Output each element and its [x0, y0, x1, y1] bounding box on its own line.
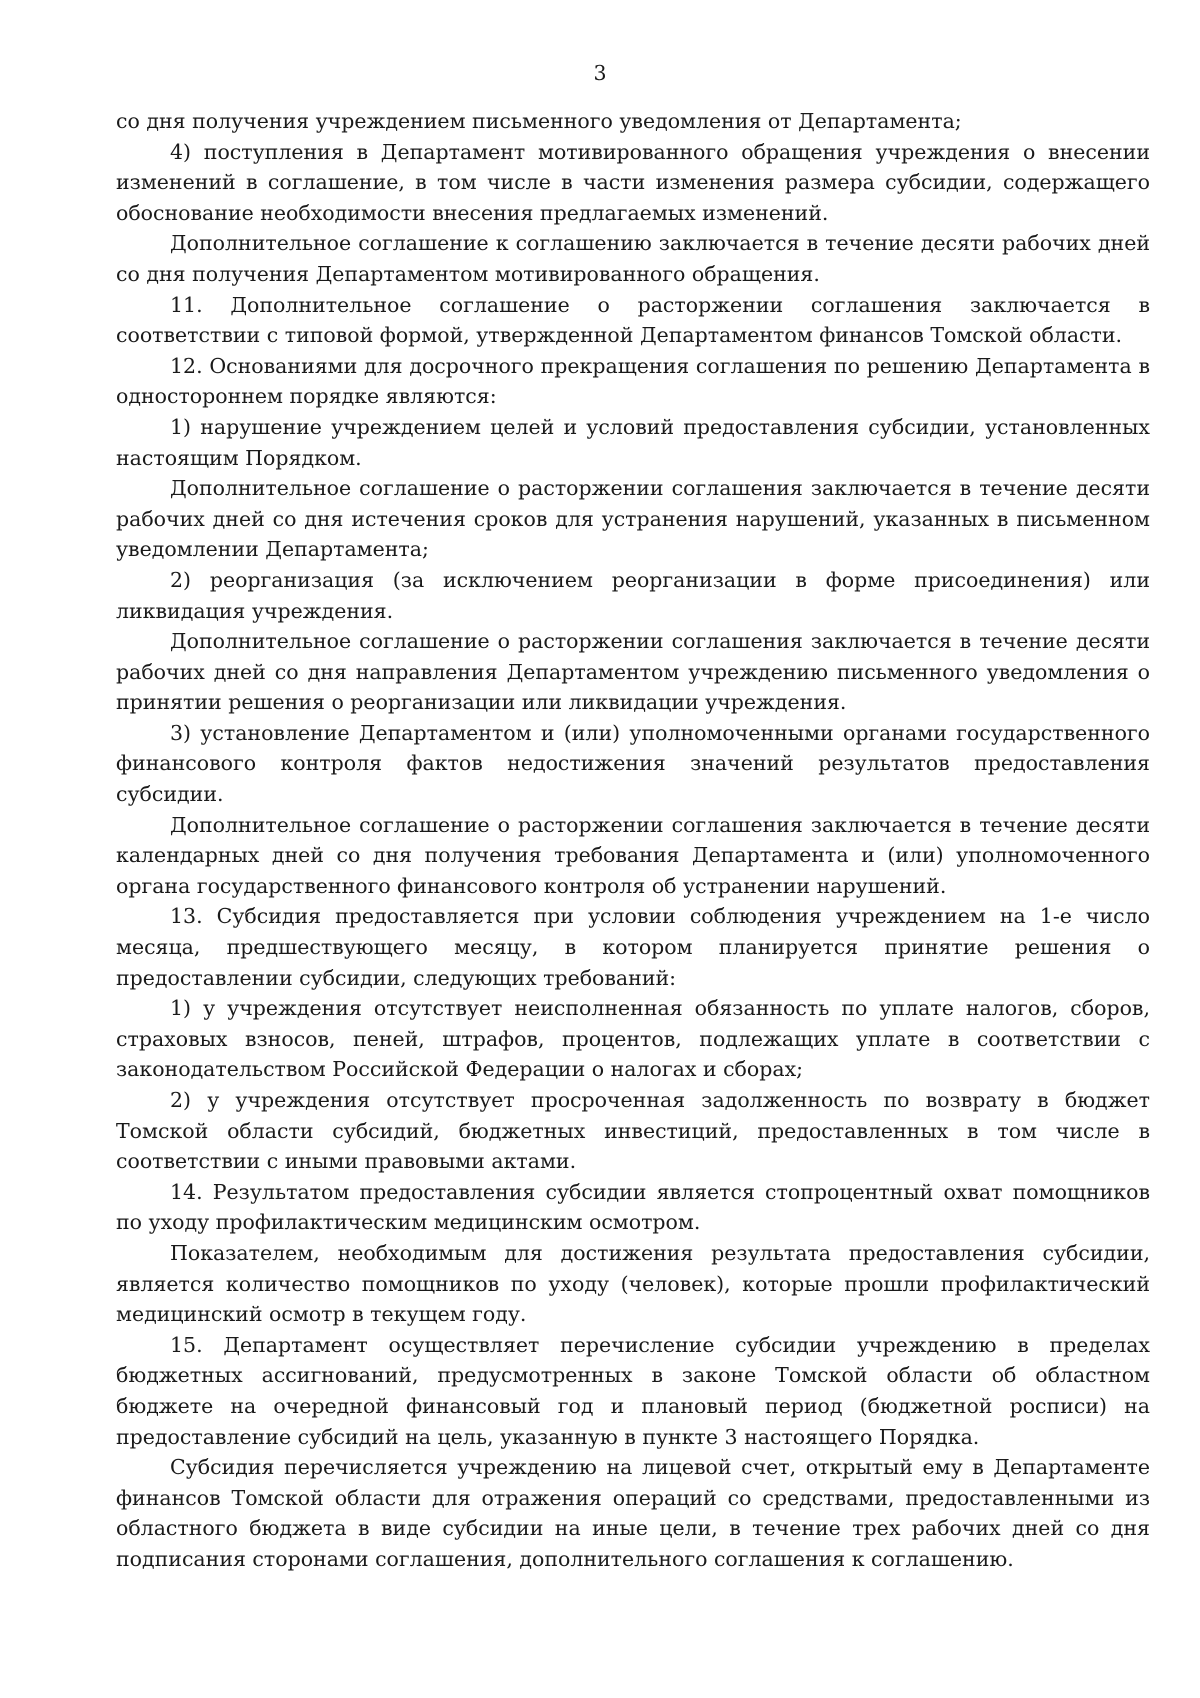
paragraph-clause-12-item-1: 1) нарушение учреждением целей и условий предоставления субсидии, установленных настоящим Порядком.	[116, 414, 1150, 470]
page-number: 3	[593, 61, 607, 85]
paragraph-continuation: со дня получения учреждением письменного уведомления от Департамента;	[116, 109, 962, 133]
paragraph-clause-12: 12. Основаниями для досрочного прекращения соглашения по решению Департамента в одностороннем порядке являются:	[116, 353, 1150, 409]
paragraph-termination-3: Дополнительное соглашение о расторжении соглашения заключается в течение десяти календарных дней со дня получения требования Департамента и (или) уполномоченного органа государственного финансового контроля об устранении нарушений.	[116, 812, 1150, 898]
paragraph-indicator: Показателем, необходимым для достижения результата предоставления субсидии, является количество помощников по уходу (человек), которые прошли профилактический медицинский осмотр в текущем году.	[116, 1240, 1150, 1327]
paragraph-clause-12-item-3: 3) установление Департаментом и (или) уполномоченными органами государственного финансового контроля фактов недостижения значений результатов предоставления субсидии.	[116, 720, 1150, 807]
paragraph-clause-11: 11. Дополнительное соглашение о расторжении соглашения заключается в соответствии с типовой формой, утвержденной Департаментом финансов Томской области.	[116, 292, 1150, 348]
paragraph-termination-1: Дополнительное соглашение о расторжении соглашения заключается в течение десяти рабочих дней со дня истечения сроков для устранения нарушений, указанных в письменном уведомлении Департамента;	[116, 476, 1150, 562]
paragraph-item-4: 4) поступления в Департамент мотивированного обращения учреждения о внесении изменений в соглашение, в том числе в части изменения размера субсидии, содержащего обоснование необходимости внесения предлагаемых изменений.	[116, 139, 1150, 225]
document-body	[116, 106, 1150, 1575]
paragraph-clause-13: 13. Субсидия предоставляется при условии соблюдения учреждением на 1-е число месяца, предшествующего месяцу, в котором планируется принятие решения о предоставлении субсидии, следующих требований:	[116, 904, 1150, 990]
paragraph-transfer: Субсидия перечисляется учреждению на лицевой счет, открытый ему в Департаменте финансов Томской области для отражения операций со средствами, предоставленными из областного бюджета в виде субсидии на иные цели, в течение трех рабочих дней со дня подписания сторонами соглашения, дополнительного соглашения к соглашению.	[116, 1455, 1150, 1571]
paragraph-clause-13-item-1: 1) у учреждения отсутствует неисполненная обязанность по уплате налогов, сборов, страховых взносов, пеней, штрафов, процентов, подлежащих уплате в соответствии с законодательством Российской Федерации о налогах и сборах;	[116, 996, 1150, 1082]
paragraph-clause-15: 15. Департамент осуществляет перечисление субсидии учреждению в пределах бюджетных ассигнований, предусмотренных в законе Томской области об областном бюджете на очередной финансовый год и плановый период (бюджетной росписи) на предоставление субсидий на цель, указанную в пункте 3 настоящего Порядка.	[116, 1332, 1150, 1449]
paragraph-termination-2: Дополнительное соглашение о расторжении соглашения заключается в течение десяти рабочих дней со дня направления Департаментом учреждению письменного уведомления о принятии решения о реорганизации или ликвидации учреждения.	[116, 629, 1150, 715]
paragraph-clause-14: 14. Результатом предоставления субсидии является стопроцентный охват помощников по уходу профилактическим медицинским осмотром.	[116, 1179, 1150, 1235]
paragraph-clause-13-item-2: 2) у учреждения отсутствует просроченная задолженность по возврату в бюджет Томской области субсидий, бюджетных инвестиций, предоставленных в том числе в соответствии с иными правовыми актами.	[116, 1088, 1150, 1174]
paragraph-clause-12-item-2: 2) реорганизация (за исключением реорганизации в форме присоединения) или ликвидация учреждения.	[116, 567, 1150, 623]
paragraph-additional-agreement: Дополнительное соглашение к соглашению заключается в течение десяти рабочих дней со дня получения Департаментом мотивированного обращения.	[116, 231, 1150, 286]
